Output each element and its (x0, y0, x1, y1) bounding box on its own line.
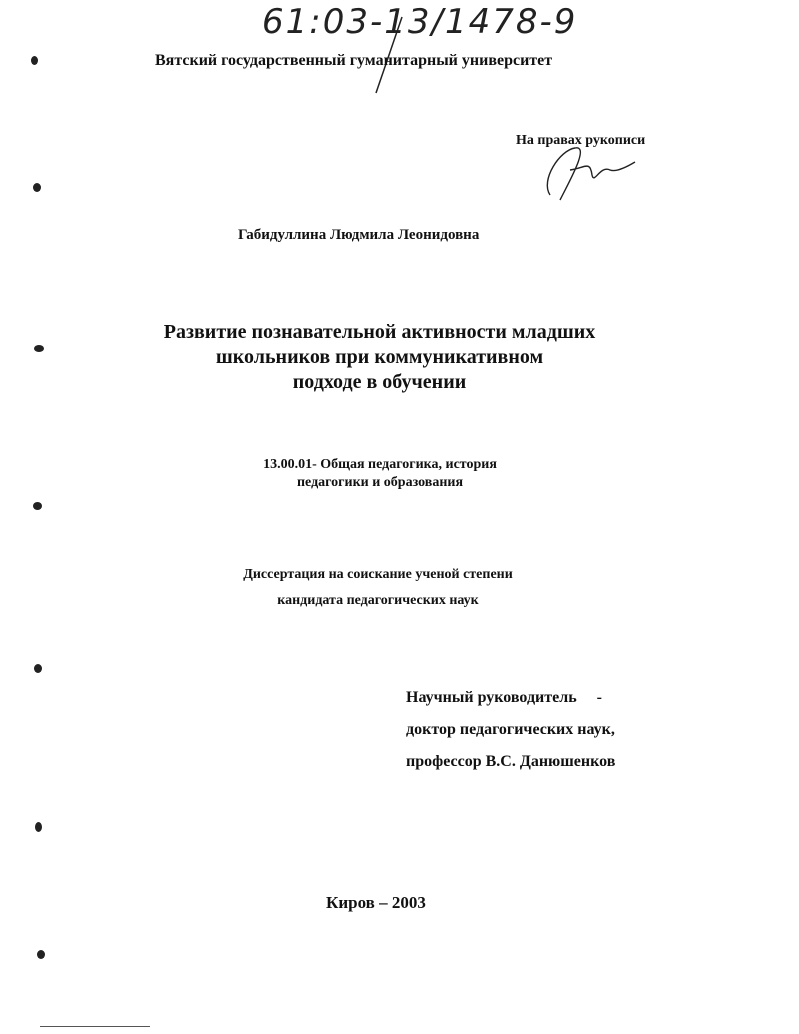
author-name: Габидуллина Людмила Леонидовна (238, 227, 480, 243)
binding-hole-mark (35, 822, 42, 832)
binding-hole-mark (33, 502, 42, 510)
signature (530, 140, 640, 205)
registry-number-handwritten: 61:03-13/1478-9 (262, 2, 578, 42)
dissertation-title (0, 320, 759, 395)
binding-hole-mark (37, 950, 45, 959)
university-name: Вятский государственный гуманитарный университет (155, 52, 553, 69)
supervisor (406, 682, 615, 778)
city-year: Киров – 2003 (326, 893, 426, 912)
manuscript-note: На правах рукописи (516, 133, 646, 148)
degree (0, 562, 756, 614)
specialty-line: 13.00.01- Общая педагогика, история (263, 457, 497, 472)
binding-hole-mark (33, 183, 41, 192)
binding-hole-mark (34, 345, 44, 352)
specialty-line: педагогики и образования (296, 475, 464, 490)
scan-edge-line (40, 1026, 150, 1027)
binding-hole-mark (31, 56, 38, 65)
degree-line: Диссертация на соискание ученой степени (243, 567, 513, 582)
degree-line: кандидата педагогических наук (277, 593, 479, 608)
title-line: Развитие познавательной активности младших (163, 321, 596, 343)
specialty (0, 456, 760, 492)
supervisor-line: профессор В.С. Данюшенков (406, 753, 616, 770)
title-line: школьников при коммуникативном (215, 346, 544, 368)
supervisor-line: доктор педагогических наук, (406, 721, 615, 738)
title-line: подходе в обучении (292, 371, 467, 393)
binding-hole-mark (34, 664, 42, 673)
supervisor-line: Научный руководитель - (406, 689, 602, 706)
